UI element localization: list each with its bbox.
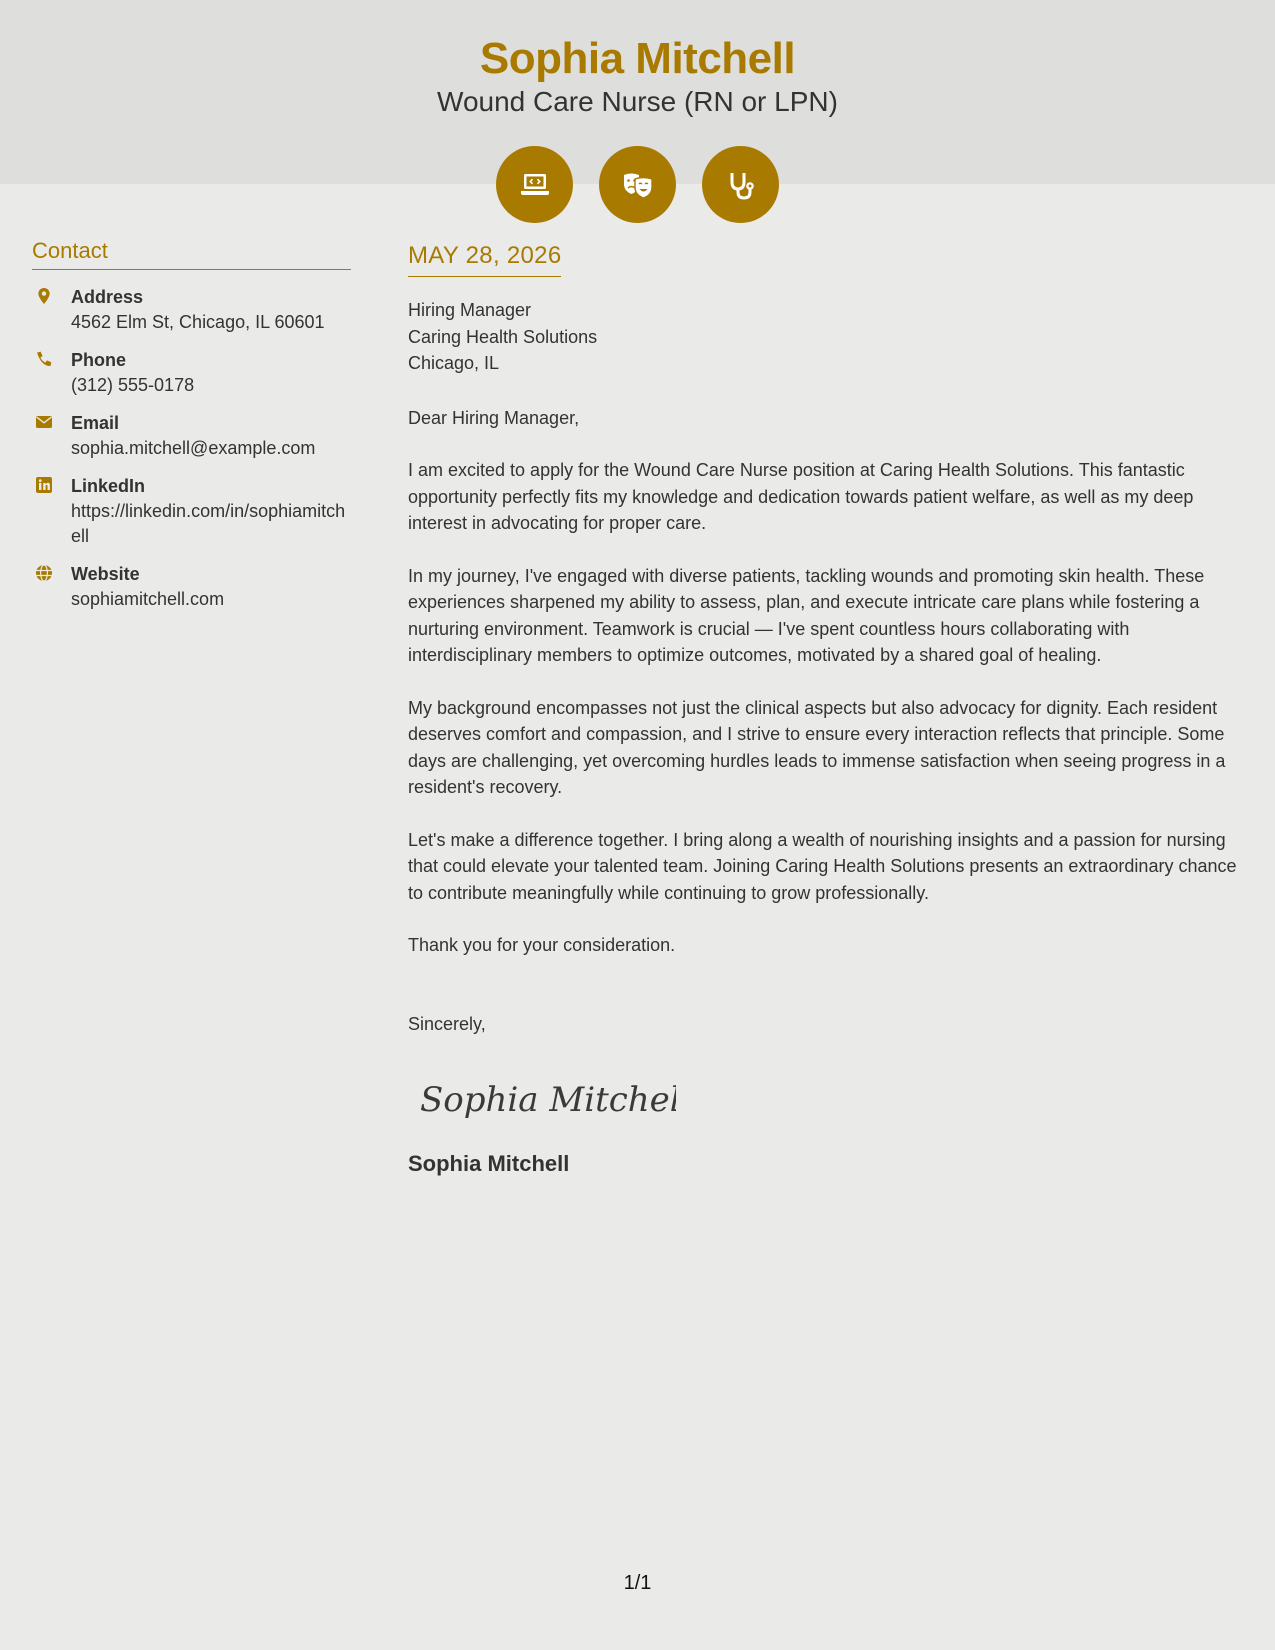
letter-body [408,242,1238,1177]
linkedin-label: LinkedIn [71,476,146,496]
icon-row [496,146,780,223]
letter-date: MAY 28, 2026 [408,242,561,277]
body-paragraph: I am excited to apply for the Wound Care Nurse position at Caring Health Solutions. This fantastic opportunity perfectly fits my knowledge and dedication towards patient welfare, as well as my deep interest in advocating for proper care. [408,460,1194,533]
contact-item-address [32,285,351,335]
page-number: 1/1 [623,1572,652,1594]
contact-heading: Contact [32,238,351,270]
recipient-line: Caring Health Solutions [408,326,598,347]
body-paragraph: In my journey, I've engaged with diverse patients, tackling wounds and promoting skin health. These experiences sharpened my ability to assess, plan, and execute intricate care plans while fostering a nurturing environment. Teamwork is crucial — I've spent countless hours collaborating with interdisciplinary members to optimize outcomes, motivated by a shared goal of healing. [408,565,1205,665]
email-label: Email [71,413,120,433]
phone-value[interactable]: (312) 555-0178 [71,375,195,395]
stethoscope-icon [702,146,779,223]
linkedin-value[interactable]: https://linkedin.com/in/sophiamitchell [71,501,346,546]
theater-masks-icon [599,146,676,223]
location-pin-icon [34,286,54,306]
thanks-line: Thank you for your consideration. [408,935,676,955]
address-label: Address [71,287,144,307]
contact-sidebar [32,238,351,612]
applicant-name: Sophia Mitchell [479,34,796,83]
recipient-line: Hiring Manager [408,300,532,320]
phone-label: Phone [71,350,127,370]
closing: Sincerely, [408,1013,486,1034]
phone-icon [34,349,54,369]
contact-item-phone [32,348,351,398]
job-title: Wound Care Nurse (RN or LPN) [437,86,838,117]
handwritten-signature [416,1071,1238,1127]
body-paragraph: Let's make a difference together. I bring along a wealth of nourishing insights and a passion for nursing that could elevate your talented team. Joining Caring Health Solutions presents an extraordinary chance to contribute meaningfully while continuing to grow professionally. [408,829,1237,903]
body-paragraph: My background encompasses not just the clinical aspects but also advocacy for dignity. Each resident deserves comfort and compassion, and I strive to ensure every interaction reflects that principle. Some days are challenging, yet overcoming hurdles leads to immense satisfaction when seeing progress in a resident's recovery. [408,697,1226,797]
recipient-line: Chicago, IL [408,353,500,373]
signature-text: Sophia Mitchell [420,1080,676,1120]
salutation: Dear Hiring Manager, [408,407,580,428]
linkedin-icon [34,475,54,495]
address-value: 4562 Elm St, Chicago, IL 60601 [71,312,325,332]
signer-name: Sophia Mitchell [408,1151,570,1176]
contact-item-email [32,411,351,461]
laptop-code-icon [496,146,573,223]
contact-item-linkedin [32,474,351,549]
website-label: Website [71,564,140,584]
website-value[interactable]: sophiamitchell.com [71,589,225,609]
contact-item-website [32,562,351,612]
globe-icon [34,563,54,583]
email-value[interactable]: sophia.mitchell@example.com [71,438,316,458]
envelope-icon [34,412,54,432]
recipient-block [408,297,1238,377]
